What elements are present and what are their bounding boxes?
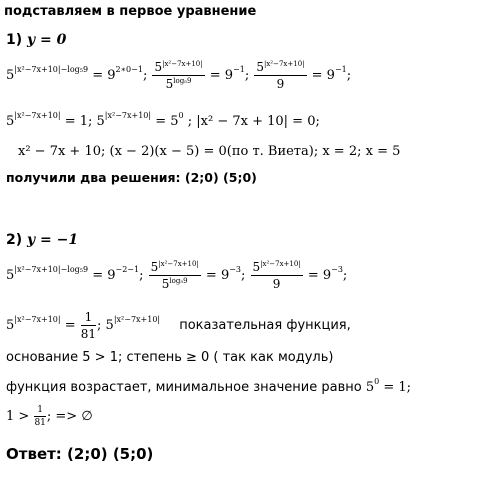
c2l1-fraction1 — [149, 260, 201, 291]
c2l2-b-exp: |x²−7x+10| — [113, 315, 161, 324]
c2l1-f1-den-exp: log₅9 — [169, 277, 188, 285]
c1l1-f1-num-exp: |x²−7x+10| — [162, 60, 203, 68]
c1l1-f1-den: 5 — [165, 77, 174, 91]
c1l1-eq1: = 9 — [88, 68, 116, 83]
c2l4-math: 5 — [365, 380, 375, 395]
case1-equation-line2 — [6, 111, 320, 129]
c2l4-end: = 1; — [379, 380, 411, 395]
c1l1-base-exp: |x²−7x+10|−log₅9 — [14, 65, 89, 74]
case2-equation-line2 — [6, 310, 351, 341]
c1l2-c-exp: 0 — [178, 111, 184, 120]
c2l1-eq3: = 9 — [303, 268, 332, 283]
case1-label: 1) — [6, 32, 28, 48]
c1l1-eq3-exp: −1 — [334, 65, 347, 74]
c2l2-f-den: 81 — [80, 327, 97, 341]
c1l1-eq2: = 9 — [205, 68, 234, 83]
c1l2-a-exp: |x²−7x+10| — [14, 111, 61, 120]
c1l1-f2-num: 5 — [256, 60, 264, 74]
case2-equation-line1 — [6, 260, 347, 291]
case1-equation-line3: x² − 7x + 10; (x − 2)(x − 5) = 0(по т. Виета); x = 2; x = 5 — [18, 144, 401, 159]
case2-condition: y = −1 — [27, 232, 79, 248]
c1l1-end: ; — [346, 68, 352, 83]
answer: Ответ: (2;0) (5;0) — [6, 445, 154, 463]
c1l1-eq2-exp: −1 — [233, 65, 245, 74]
c2l5-fraction — [34, 405, 45, 428]
case2-line5 — [6, 405, 93, 428]
c2l5-a: 1 > — [6, 409, 34, 424]
c2l2-fraction — [81, 310, 96, 341]
intro-text: подставляем в первое уравнение — [4, 4, 257, 19]
c2l1-f1-num-exp: |x²−7x+10| — [158, 260, 199, 268]
c2l2-a-exp: |x²−7x+10| — [14, 315, 61, 324]
c2l1-f2-num: 5 — [252, 260, 261, 274]
c2l2-b: ; 5 — [97, 318, 114, 333]
c2l2-eq: = — [60, 318, 80, 333]
c2l1-f2-den: 9 — [272, 277, 281, 291]
case2-label: 2) — [6, 232, 28, 248]
c1l1-fraction2 — [254, 60, 306, 91]
case1-heading — [6, 32, 66, 48]
c1l1-fraction1 — [152, 60, 204, 91]
c2l1-eq2-exp: −3 — [229, 265, 242, 274]
c2l1-sep1: ; — [139, 268, 148, 283]
c2l1-fraction2 — [251, 260, 303, 291]
c1l2-a: 5 — [6, 114, 15, 129]
c1l2-b: = 1; 5 — [60, 114, 105, 129]
c2l1-f1-num: 5 — [150, 260, 159, 274]
case1-equation-line1 — [6, 60, 351, 91]
case2-line4 — [6, 377, 411, 395]
c2l2-a: 5 — [6, 318, 15, 333]
c2l1-base: 5 — [6, 268, 15, 283]
c2l1-eq2: = 9 — [201, 268, 230, 283]
case2-heading — [6, 232, 78, 248]
c1l1-f2-num-exp: |x²−7x+10| — [264, 60, 305, 68]
c1l1-eq3: = 9 — [307, 68, 335, 83]
c1l2-d: ; |x² − 7x + 10| = 0; — [183, 114, 320, 129]
c1l1-sep2: ; — [244, 68, 254, 83]
case1-condition: y = 0 — [27, 32, 67, 48]
c2l5-b: ; => ∅ — [46, 409, 93, 424]
c2l2-text: показательная функция, — [179, 318, 351, 333]
c1l1-sep1: ; — [142, 68, 152, 83]
c2l4-text: функция возрастает, минимальное значение равно — [6, 380, 366, 395]
c1l1-base: 5 — [6, 68, 15, 83]
c2l1-base-exp: |x²−7x+10|−log₅9 — [14, 265, 89, 274]
c1l1-eq1-exp: 2∗0−1 — [115, 65, 143, 74]
c1l2-c: = 5 — [151, 114, 179, 129]
c2l1-eq1-exp: −2−1 — [115, 265, 140, 274]
c2l1-eq3-exp: −3 — [331, 265, 343, 274]
c1l1-f2-den: 9 — [276, 77, 285, 91]
c2l1-sep2: ; — [241, 268, 250, 283]
c2l1-end: ; — [342, 268, 348, 283]
c2l5-f-den: 81 — [34, 418, 46, 428]
c1l2-b-exp: |x²−7x+10| — [104, 111, 152, 120]
c1l1-f1-num: 5 — [154, 60, 163, 74]
case2-line3: основание 5 > 1; степень ≥ 0 ( так как модуль) — [6, 350, 334, 365]
c2l1-eq1: = 9 — [88, 268, 116, 283]
case1-result: получили два решения: (2;0) (5;0) — [6, 170, 257, 185]
c2l1-f2-num-exp: |x²−7x+10| — [260, 260, 301, 268]
c2l1-f1-den: 5 — [161, 277, 170, 291]
c1l1-f1-den-exp: log₅9 — [173, 77, 192, 85]
c2l2-f-num: 1 — [81, 310, 96, 326]
c2l4-math-exp: 0 — [374, 377, 380, 386]
c2l5-f-num: 1 — [34, 405, 45, 417]
